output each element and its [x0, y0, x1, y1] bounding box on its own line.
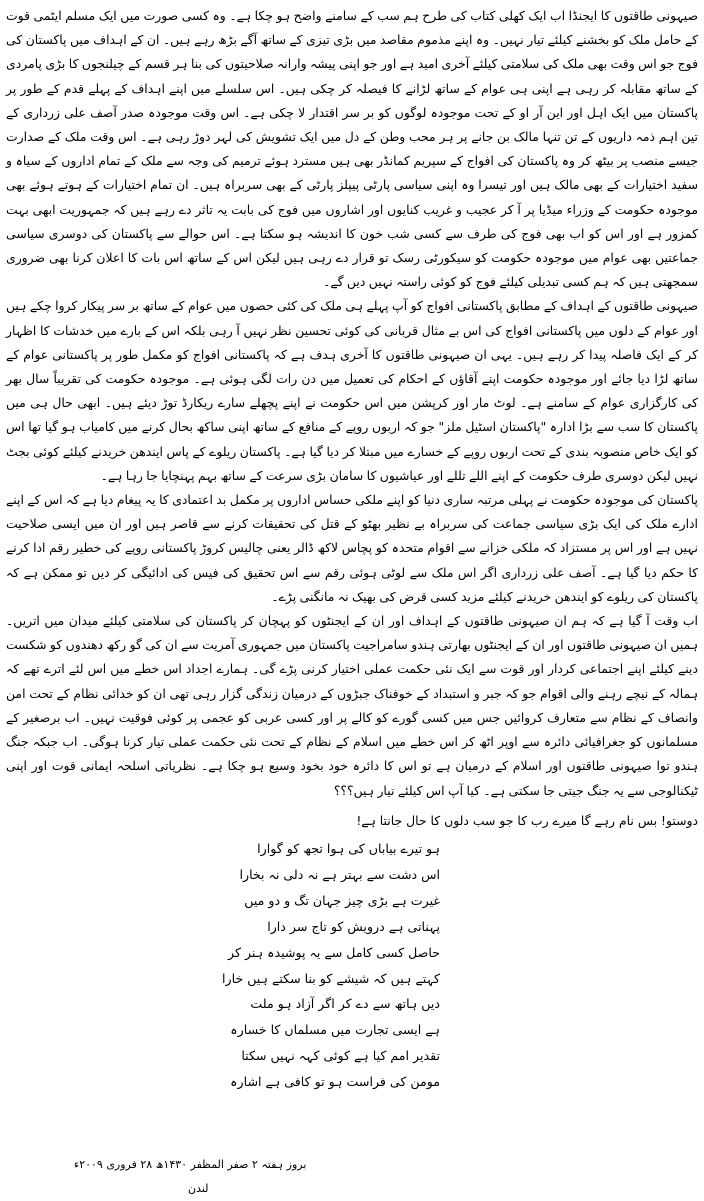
article-paragraph: صیہونی طاقتوں کا ایجنڈا اب ایک کھلی کتاب کی طرح ہم سب کے سامنے واضح ہو چکا ہے۔ وہ کسی صورت میں ایک مسلم ایٹمی قوت کے حامل ملک کو بخشنے کیلئے تیار نہیں۔ وہ اپنے مذموم مقاصد میں بڑی تیزی کے ساتھ آگے بڑھ رہے ہیں۔ ان کے اہداف میں پاکستان کی فوج جو اس وقت بھی ملک کی سلامتی کیلئے آخری امید ہے اور جو اپنی پیشہ وارانہ صلاحیتوں کی بنا ہر قسم کے چیلنجوں کا بڑی پامردی کے ساتھ مقابلہ کر رہی ہے اپنی ہی عوام کے ساتھ لڑانے کا فیصلہ کر چکی ہیں۔ اس سلسلے میں اپنے اہداف کے پہلے قدم کے طور پر پاکستان میں ایک اہل اور این آر او کے تحت موجودہ لوگوں کو بر سر اقتدار لا چکی ہے۔ اس وقت موجودہ صدر آصف علی زرداری کے تین اہم ذمہ داریوں کے تن تنہا مالک بن جانے پر ہر محب وطن کے دل میں ایک تشویش کی لہر دوڑ رہی ہے۔ اس وقت ملک کے صدارت جیسے منصب پر بیٹھ کر وہ پاکستان کی افواج کے سپریم کمانڈر بھی ہیں مسترد ہوئے ترمیم کی وجہ سے ملک کے تمام اداروں کے سیاہ و سفید اختیارات کے بھی مالک ہیں اور تیسرا وہ اپنی سیاسی پارٹی پیپلز پارٹی کے بھی سربراہ ہیں۔ ان تمام اختیارات کے ہوتے ہوئے بھی موجودہ حکومت کے وزراء میڈیا پر آ کر عجیب و غریب کنایوں اور اشاروں میں فوج کی بابت یہ تاثر دے رہے ہیں کہ جمہوریت ابھی بہت کمزور ہے اور اس کو اب بھی فوج کی طرف سے کسی شب خون کا اندیشہ ہو سکتا ہے۔ اس حوالے سے پاکستان کی دوسری سیاسی جماعتیں بھی عوام میں موجودہ حکومت کو سیکورٹی رسک تو قرار دے رہی ہیں لیکن اس کے ساتھ اس بات کا اعلان کرنا بھی ضروری سمجھتی ہیں کہ ہم کسی تبدیلی کیلئے فوج کو کوئی راستہ نہیں دیں گے۔ — [6, 8, 698, 290]
poem-verse: تقدیر امم کیا ہے کوئی کہہ نہیں سکتا — [241, 1048, 440, 1064]
poem-verse: کہتے ہیں کہ شیشے کو بنا سکتے ہیں خارا — [222, 970, 440, 986]
poem — [222, 836, 440, 1095]
poem-verse: ہے ایسی تجارت میں مسلماں کا خسارہ — [230, 1022, 440, 1038]
poem-verse: مومن کی فراست ہو تو کافی ہے اشارہ — [230, 1074, 440, 1090]
poem-verse: حاصل کسی کامل سے یہ پوشیدہ ہنر کر — [228, 944, 440, 960]
poem-intro-line: دوستو! بس نام رہے گا میرے رب کا جو سب دلوں کا حال جانتا ہے! — [356, 812, 698, 828]
poem-verse: اس دشت سے بہتر ہے نہ دلی نہ بخارا — [239, 866, 440, 882]
poem-verse: پہناتی ہے درویش کو تاج سر دارا — [267, 918, 440, 934]
article-paragraph: پاکستان کی موجودہ حکومت نے پہلی مرتبہ ساری دنیا کو اپنے ملکی حساس اداروں پر مکمل بد اعتمادی کا یہ پیغام دیا ہے کہ اس کے اپنے ادارے ملک کی ایک بڑی سیاسی جماعت کی سربراہ بے نظیر بھٹو کے قتل کی تحقیقات کرنے سے قاصر ہیں اور ان میں ایسی صلاحیت نہیں ہے اور اس پر مستزاد کہ ملکی خزانے سے اقوام متحدہ کو پچاس لاکھ ڈالر یعنی چالیس کروڑ پاکستانی روپے کی خطیر رقم ادا کرنے کا حکم دیا گیا ہے۔ آصف علی زرداری اگر اس ملک سے لوٹی ہوئی رقم سے اس تحقیق کی فیس کی ادائیگی کر دیں تو ممکن ہے کہ پاکستان کی ریلوے کو ایندھن خریدنے کیلئے مزید کسی قرض کی بھیک نہ مانگنی پڑے۔ — [6, 492, 698, 604]
article-body — [6, 4, 698, 833]
article-paragraph: اب وقت آ گیا ہے کہ ہم ان صیہونی طاقتوں کے اہداف اور ان کے ایجنٹوں کو پہچان کر پاکستان کی سلامتی کیلئے میدان میں اتریں۔ ہمیں ان صیہونی طاقتوں اور ان کے ایجنٹوں بھارتی ہندو سامراجیت پاکستان میں جمہوری آمریت سے ان کی گو رکھ دھندوں کو شکست دینے کیلئے اپنے اجتماعی کردار اور قوت سے ایک نئی حکمت عملی اختیار کرنی پڑے گی۔ ہمارے اجداد اس خطے میں اس لئے اترے تھے کہ ہمالہ کے نیچے رہنے والی اقوام جو کہ جبر و استبداد کے خوفناک جبڑوں کے درمیان زندگی گزار رہی تھی ان کو خدائی نظام کے تحت امن وانصاف کے نظام سے متعارف کروائیں جس میں کسی گورے کو کالے پر اور کسی عربی کو عجمی پر کوئی فوقیت نہیں۔ اب برصغیر کے مسلمانوں کو جغرافیائی دائرہ سے اوپر اٹھ کر اس خطے میں اسلام کے نظام کے تحت نئی حکمت عملی تیار کرنا ہوگی۔ اب جبکہ جنگ ہندو توا صیہونی طاقتوں اور اسلام کے درمیان ہے تو اس کا دائرہ خود بخود وسیع ہو چکا ہے۔ نظریاتی اسلحہ ایمانی قوت اور اپنی ٹیکنالوجی سے یہ جنگ جیتی جا سکتی ہے۔ کیا آپ اس کیلئے تیار ہیں؟؟؟ — [6, 613, 698, 798]
poem-verse: ہو تیرے بیاباں کی ہوا تجھ کو گوارا — [257, 841, 440, 856]
poem-verse: دیں ہاتھ سے دے کر اگر آزاد ہو ملت — [250, 996, 440, 1012]
poem-verse: غیرت ہے بڑی چیز جہان تگ و دو میں — [244, 892, 440, 908]
article-dateline: بروز ہفتہ ۲ صفر المظفر ۱۴۳۰ھ ۲۸ فروری ۲۰۰۹ء — [74, 1158, 307, 1171]
article-place: لندن — [188, 1182, 209, 1195]
article-paragraph: صیہونی طاقتوں کے اہداف کے مطابق پاکستانی افواج کو آپ پہلے ہی ملک کی کئی حصوں میں عوام کے ساتھ بر سر پیکار کروا چکے ہیں اور عوام کے دلوں میں پاکستانی افواج کی اس بے مثال قربانی کی کوئی تحسین نظر نہیں آ رہی بلکہ اس کے بارے میں خدشات کا اظہار کر کے ایک فاصلہ پیدا کر رہے ہیں۔ یہی ان صیہونی طاقتوں کا آخری ہدف ہے کہ پاکستانی افواج کو مکمل طور پر پاکستانی عوام کے ساتھ لڑا دیا جائے اور موجودہ حکومت اپنے آقاؤں کے احکام کی تعمیل میں دن رات لگی ہوئی ہے۔ موجودہ حکومت کی تقریباً سال بھر کی کارگزاری عوام کے سامنے ہے۔ لوٹ مار اور کرپشن میں اس حکومت نے اپنے پچھلے سارے ریکارڈ توڑ دیئے ہیں۔ ابھی حال ہی میں پاکستان کا سب سے بڑا ادارہ "پاکستان اسٹیل ملز" جو کہ اربوں روپے کے منافع کے ساتھ اپنی ساکھ بحال کرنے میں کامیاب ہو گیا تھا اس کو ایک خاص منصوبہ بندی کے تحت اربوں روپے کے خسارے میں مبتلا کر دیا گیا ہے۔ پاکستان ریلوے کے پاس ایندھن خریدنے کیلئے کوئی بجٹ نہیں لیکن دوسری طرف حکومت کے اپنے اللے تللے اور عیاشیوں کا سامان بڑی سرعت کے ساتھ بہم پہنچایا جا رہا ہے۔ — [6, 298, 698, 483]
